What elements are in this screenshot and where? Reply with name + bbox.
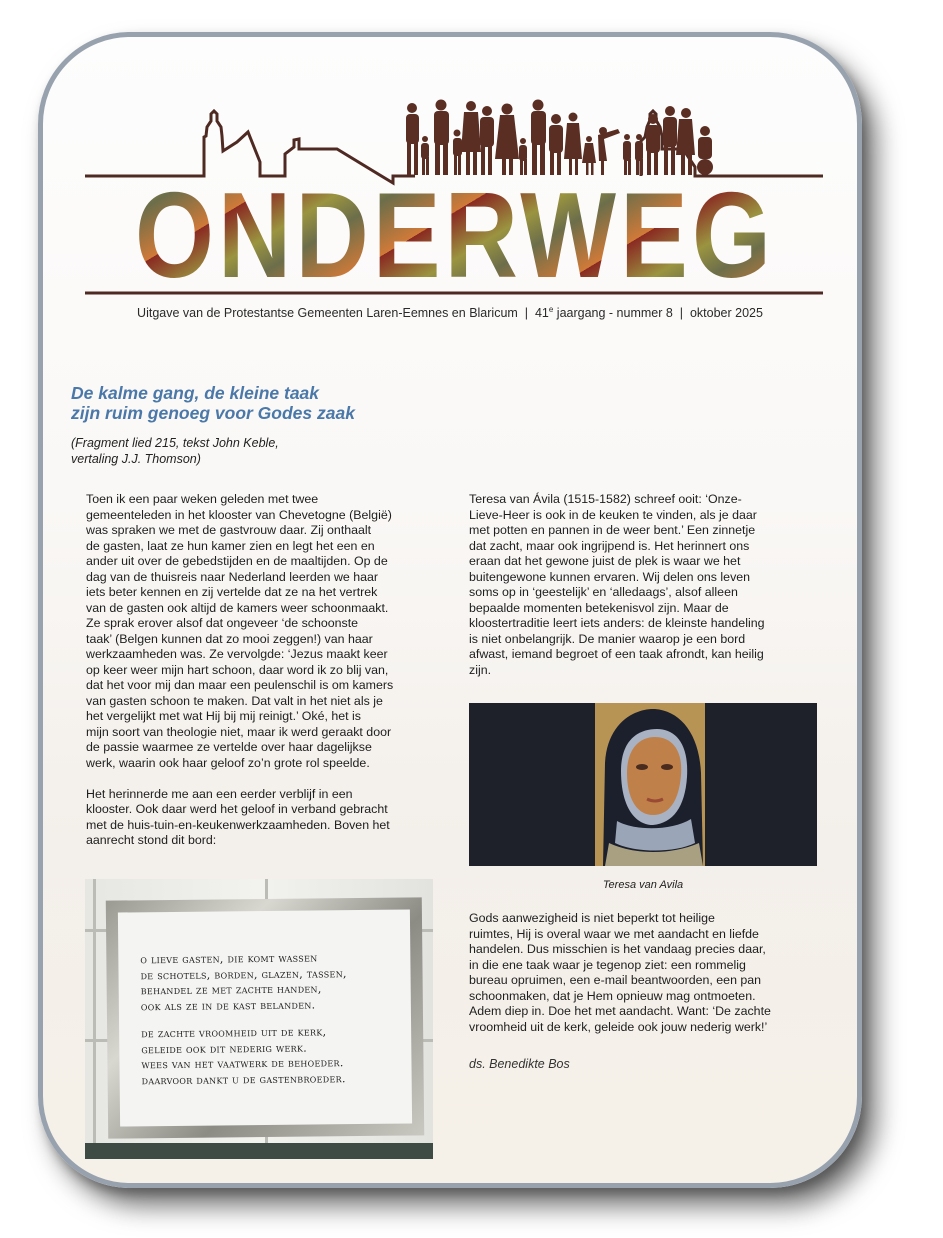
text-line: op keer weer mijn hart schoon, daar word ik zo blij van,	[86, 662, 389, 677]
sign-line: daarvoor dankt u de gastenbroeder.	[141, 1071, 346, 1087]
text-line: van gasten schoon te maken. Dat valt in het niet als je	[86, 693, 383, 708]
text-line: Lieve-Heer is ook in de keuken te vinden, als je daar	[469, 507, 757, 522]
text-line: gemeenteleden in het klooster van Chevetogne (België)	[86, 507, 392, 522]
text-line: schoonmaken, dat je Hem opnieuw mag ontmoeten.	[469, 988, 756, 1003]
sign-line: geleide ook dit nederig werk.	[141, 1041, 308, 1056]
text-line: van de gasten ook altijd de kamers weer schoonmaakt.	[86, 600, 389, 615]
text-line: met de huis-tuin-en-keukenwerkzaamheden. Boven het	[86, 817, 390, 832]
kitchen-sign-photo	[85, 879, 433, 1159]
text-line: handelen. Dus misschien is het vandaag precies daar,	[469, 942, 766, 956]
sign-stanza	[140, 950, 401, 1015]
people-silhouettes-icon	[406, 100, 713, 176]
text-line: aanrecht stond dit bord:	[86, 833, 217, 847]
author-signature: ds. Benedikte Bos	[469, 1057, 570, 1071]
text-line: Gods aanwezigheid is niet beperkt tot heilige	[469, 911, 715, 925]
text-line: mijn soort van theologie niet, maar ik werd geraakt door	[86, 724, 392, 739]
photo-caption: Teresa van Avila	[602, 879, 684, 891]
paragraph	[469, 911, 819, 1035]
masthead	[43, 37, 857, 337]
article-right-column-continued	[469, 911, 819, 1051]
paragraph	[469, 492, 819, 678]
text-line: het vergelijkt met wat Hij bij mij reinigt.’ Oké, het is	[86, 709, 361, 723]
text-line: Teresa van Ávila (1515-1582) schreef ooit: ‘Onze-	[469, 492, 742, 506]
text-line: werkzaamheden was. Ze vervolgde: ‘Jezus maakt keer	[86, 647, 388, 661]
text-line: met potten en pannen in de weer bent.’ Een zinnetje	[469, 523, 756, 537]
sign-line: ook als ze in de kast belanden.	[140, 997, 316, 1013]
text-line: ander uit over de gebedstijden en de maaltijden. Op de	[86, 554, 388, 568]
sign-stanza	[141, 1024, 402, 1089]
text-line: vroomheid uit de kerk, geleide ook jouw nederig werk!’	[469, 1019, 768, 1034]
tagline-publisher: Uitgave van de Protestantse Gemeenten Laren-Eemnes en Blaricum | 41	[137, 306, 549, 321]
text-line: dag van de thuisreis naar Nederland leerden we haar	[86, 569, 379, 584]
article-left-column	[86, 492, 436, 864]
attribution-line: vertaling J.J. Thomson)	[71, 452, 201, 466]
sign-line: behandel ze met zachte handen,	[140, 982, 322, 998]
sign-text	[118, 909, 412, 1126]
article-headline	[71, 383, 451, 423]
masthead-title: ONDERWEG	[135, 167, 775, 303]
text-line: is niet onbelangrijk. De manier waarop je een bord	[469, 631, 746, 646]
text-line: bepaalde momenten betekenisvol zijn. Maar de	[469, 600, 729, 615]
sign-line: wees van het vaatwerk de behoeder.	[141, 1056, 344, 1072]
teresa-portrait-photo	[469, 703, 817, 866]
headline-line: De kalme gang, de kleine taak	[71, 383, 320, 403]
text-line: iets beter kennen en zij vertelde dat ze na het vertrek	[86, 585, 378, 599]
headline-line: zijn ruim genoeg voor Godes zaak	[71, 403, 355, 423]
tagline-issue: jaargang - nummer 8 | oktober 2025	[553, 306, 763, 321]
text-line: dat zacht, maar ook ingrijpend is. Het herinnert ons	[469, 538, 750, 553]
text-line: buitengewone kunnen ervaren. Wij delen ons leven	[469, 569, 751, 584]
paragraph	[86, 787, 436, 849]
text-line: Het herinnerde me aan een eerder verblijf in een	[86, 786, 353, 801]
text-line: Adem diep in. Doe het met aandacht. Want: ‘De zachte	[469, 1004, 771, 1018]
text-line: klooster. Ook daar werd het geloof in verband gebracht	[86, 802, 388, 816]
text-line: de passie waarmee ze vertelde over haar dagelijkse	[86, 740, 372, 754]
article-right-column	[469, 492, 819, 694]
masthead-logo	[43, 37, 862, 307]
text-line: eraan dat het gewone juist de plek is waar we het	[469, 554, 741, 568]
sign-frame	[106, 897, 424, 1138]
text-line: ruimtes, Hij is overal waar we met aandacht en liefde	[469, 926, 759, 941]
attribution-line: (Fragment lied 215, tekst John Keble,	[71, 436, 279, 450]
portrait-image	[595, 703, 705, 866]
text-line: dat het voor mij dan maar een peulenschil is om kamers	[86, 678, 394, 692]
sign-line: de schotels, borden, glazen, tassen,	[140, 966, 347, 982]
text-line: soms op in ‘geestelijk’ en ‘alledaags’, alsof alleen	[469, 585, 738, 599]
text-line: Toen ik een paar weken geleden met twee	[86, 492, 319, 506]
text-line: werk, waarin ook haar geloof zo’n grote rol speelde.	[86, 755, 370, 770]
paragraph	[86, 492, 436, 771]
text-line: afwast, iemand begroet of een taak afrondt, kan heilig	[469, 647, 764, 661]
masthead-tagline	[43, 305, 857, 320]
article-attribution	[71, 435, 431, 467]
text-line: taak’ (Belgen kunnen dat zo mooi zeggen!) van haar	[86, 631, 373, 646]
text-line: in die ene taak waar je tegenop ziet: een rommelig	[469, 957, 746, 972]
text-line: bureau opruimen, een e-mail beantwoorden, een pan	[469, 973, 762, 987]
sign-line: de zachte vroomheid uit de kerk,	[141, 1025, 327, 1041]
newsletter-page	[38, 32, 862, 1188]
text-line: was spraken we met de gastvrouw daar. Zij onthaalt	[86, 523, 372, 537]
text-line: kloostertraditie leert iets anders: de kleinste handeling	[469, 616, 765, 630]
text-line: Ze sprak erover alsof dat ongeveer ‘de schoonste	[86, 616, 359, 630]
text-line: de gasten, laat ze hun kamer zien en legt het een en	[86, 538, 375, 553]
sign-line: o lieve gasten, die komt wassen	[140, 951, 318, 967]
tagline-superscript: e	[548, 305, 554, 314]
text-line: zijn.	[469, 662, 492, 677]
